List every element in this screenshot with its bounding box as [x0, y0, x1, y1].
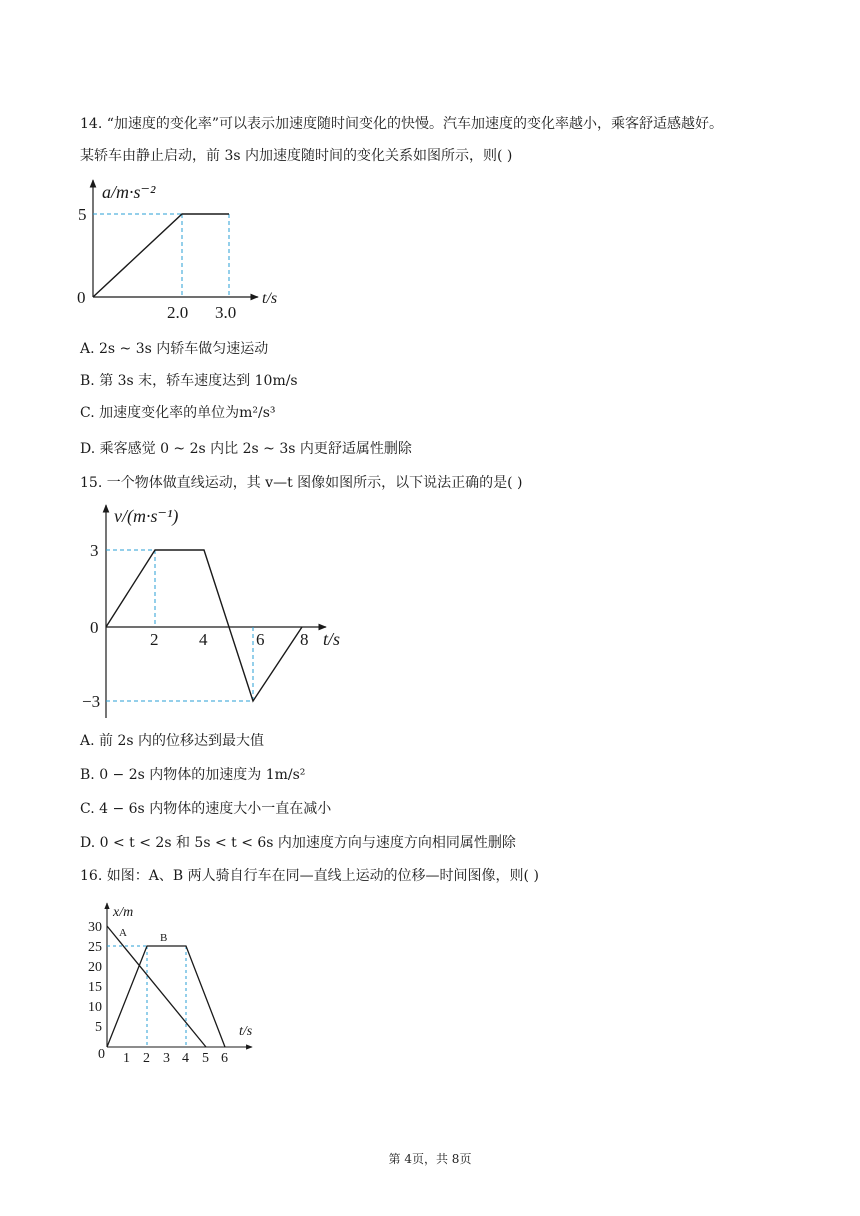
q15-y-tick-neg3: −3 [82, 692, 101, 711]
q15-stem: 15. 一个物体做直线运动，其 v—t 图像如图所示，以下说法正确的是( ) [80, 475, 523, 491]
q15-origin-label: 0 [90, 618, 99, 637]
q14-curve [93, 214, 229, 297]
q14-stem-line1: 14. “加速度的变化率”可以表示加速度随时间变化的快慢。汽车加速度的变化率越小，乘客舒适感越好。 [80, 116, 724, 132]
q16-origin-label: 0 [98, 1047, 105, 1062]
q16-x-tick-2: 2 [143, 1051, 150, 1066]
q16-y-tick-5: 5 [95, 1020, 102, 1035]
q16-y-tick-30: 30 [88, 920, 102, 935]
q14-x-tick-2: 2.0 [167, 303, 189, 322]
q15-option-b: B. 0 − 2s 内物体的加速度为 1m/s² [80, 767, 306, 783]
q15-x-tick-2: 2 [150, 630, 159, 649]
q14-y-tick-5: 5 [78, 205, 87, 224]
q15-option-c: C. 4 − 6s 内物体的速度大小一直在减小 [80, 801, 332, 817]
q14-option-a: A. 2s ~ 3s 内轿车做匀速运动 [80, 341, 269, 357]
q15-y-axis-label: v/(m·s⁻¹) [114, 506, 179, 526]
q16-graph [82, 898, 272, 1068]
q14-y-axis-label: a/m·s⁻² [102, 182, 156, 202]
q16-stem: 16. 如图：A、B 两人骑自行车在同—直线上运动的位移—时间图像，则( ) [80, 868, 539, 884]
q15-x-tick-8: 8 [300, 630, 309, 649]
q16-x-tick-4: 4 [182, 1051, 189, 1066]
q14-x-axis-label: t/s [262, 290, 278, 307]
q14-x-tick-3: 3.0 [215, 303, 237, 322]
q16-y-tick-25: 25 [88, 940, 102, 955]
q14-origin-label: 0 [77, 288, 86, 307]
q16-series-b-label: B [160, 932, 168, 944]
q14-option-c: C. 加速度变化率的单位为m²/s³ [80, 405, 276, 421]
q16-x-tick-5: 5 [202, 1051, 209, 1066]
page-footer: 第 4页，共 8页 [388, 1152, 472, 1166]
q16-y-tick-15: 15 [88, 980, 102, 995]
q14-stem-line2: 某轿车由静止启动，前 3s 内加速度随时间的变化关系如图所示，则( ) [80, 148, 513, 164]
q15-x-tick-4: 4 [199, 630, 208, 649]
q14-option-d: D. 乘客感觉 0 ~ 2s 内比 2s ~ 3s 内更舒适属性删除 [80, 441, 412, 457]
q15-x-tick-6: 6 [256, 630, 265, 649]
q16-series-b-line [107, 946, 225, 1047]
q16-x-tick-6: 6 [221, 1051, 228, 1066]
q15-curve [106, 550, 302, 701]
q15-option-d: D. 0 < t < 2s 和 5s < t < 6s 内加速度方向与速度方向相同属性删除 [80, 835, 516, 851]
q15-y-tick-3: 3 [90, 541, 99, 560]
q14-graph [78, 170, 293, 330]
q16-x-tick-1: 1 [123, 1051, 130, 1066]
q14-option-b: B. 第 3s 末，轿车速度达到 10m/s [80, 373, 298, 389]
q16-x-tick-3: 3 [163, 1051, 170, 1066]
q16-y-axis-label: x/m [113, 905, 134, 920]
q16-y-tick-10: 10 [88, 1000, 102, 1015]
q16-y-tick-20: 20 [88, 960, 102, 975]
q16-x-axis-label: t/s [239, 1024, 253, 1039]
q15-graph [80, 500, 360, 725]
q16-series-a-line [107, 926, 206, 1047]
q16-series-a-label: A [119, 927, 127, 939]
q15-option-a: A. 前 2s 内的位移达到最大值 [80, 733, 265, 749]
q15-x-axis-label: t/s [323, 629, 341, 649]
